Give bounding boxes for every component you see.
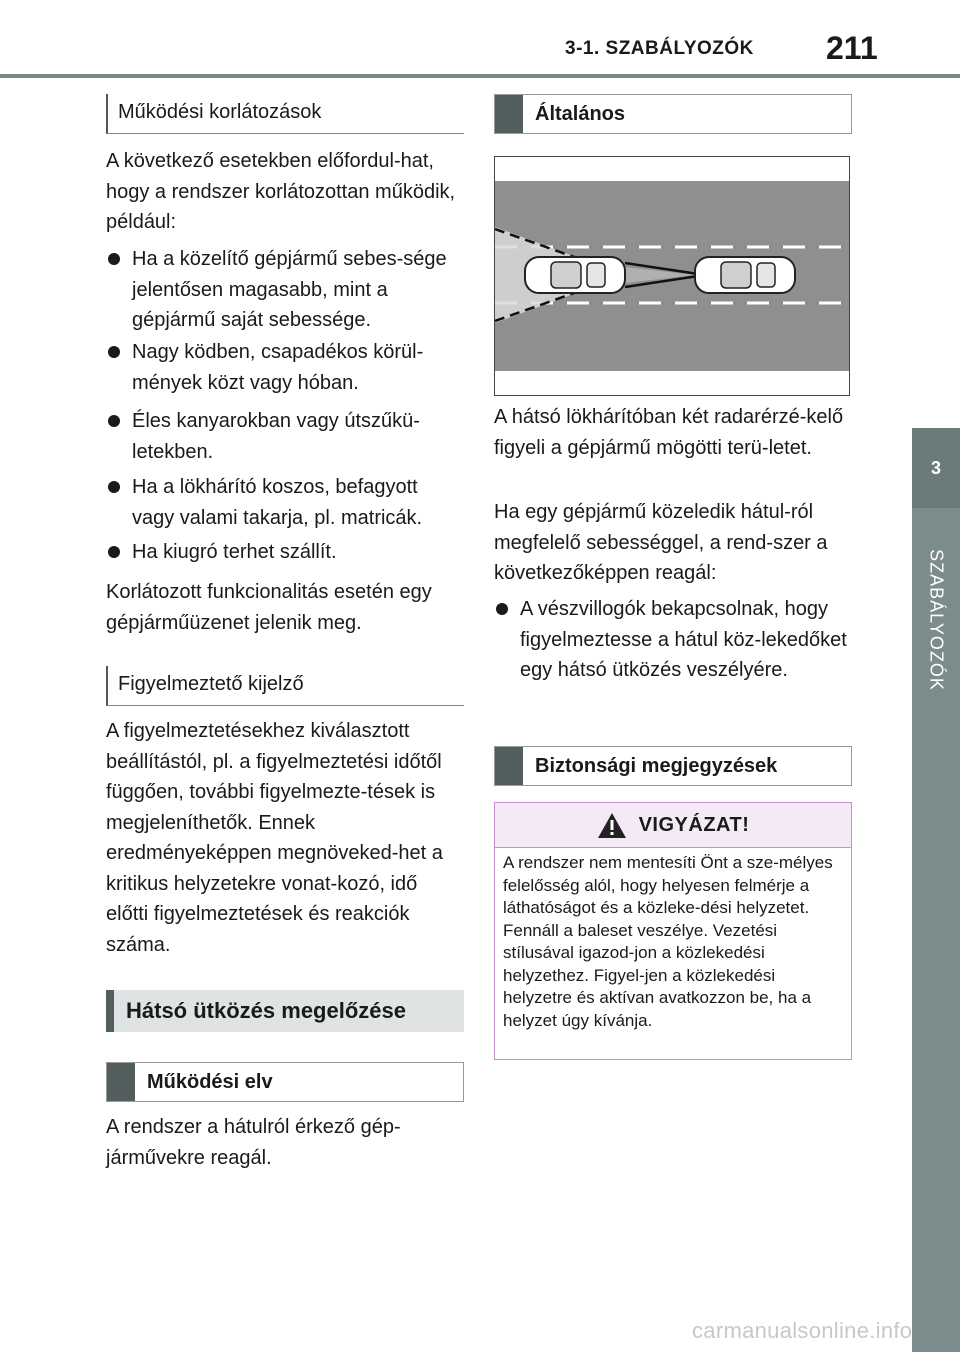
chapter-tab-number: 3	[912, 428, 960, 508]
heading-warning-display: Figyelmeztető kijelző	[106, 666, 464, 706]
display-text: A figyelmeztetésekhez kiválasztott beállítástól, pl. a figyelmeztetési időtől függően, további figyelmezte-tések is megjeleníthetők. Ennek eredményeképpen megnöveked-het a kritikus helyzetekre vonat-kozó, idő előtti figyelmeztetések és reakciók száma.	[106, 720, 443, 956]
warning-triangle-icon	[597, 812, 627, 839]
heading-mark	[107, 1063, 135, 1101]
heading-rear-collision	[106, 990, 464, 1032]
approaching-car	[525, 257, 625, 293]
heading-general	[494, 94, 852, 134]
bullet-dot	[108, 481, 120, 493]
heading-operating-limits: Működési korlátozások	[106, 94, 464, 134]
bullet-text: Nagy ködben, csapadékos körül-mények közt vagy hóban.	[132, 341, 424, 394]
heading-mark	[495, 747, 523, 785]
radar-diagram	[495, 157, 849, 395]
heading-text: Működési elv	[147, 1070, 273, 1093]
radar-illustration	[494, 156, 850, 396]
bullet-text: Éles kanyarokban vagy útszűkü-letekben.	[132, 410, 420, 463]
warning-title: VIGYÁZAT!	[638, 813, 750, 836]
limits-bullet	[106, 337, 462, 398]
warning-text: A rendszer nem mentesíti Önt a sze-mélyes felelősség alól, hogy helyesen felmérje a láthatóságot és a közleke-dési helyzetet. Fennáll a baleset veszélye. Vezetési stílusával igazod-jon a közlekedési helyzethez. Figyel-jen a közlekedési helyzetre és aktívan avatkozzon be, ha a helyzet úgy kívánja.	[503, 853, 833, 1030]
general-text-2: Ha egy gépjármű közeledik hátul-ról megfelelő sebességgel, a rend-szer a következőképpen reagál:	[494, 501, 828, 584]
heading-safety-notes	[494, 746, 852, 786]
bullet-text: Ha a lökhárító koszos, befagyott vagy valami takarja, pl. matricák.	[132, 476, 423, 529]
limits-bullet	[106, 472, 462, 533]
page-number: 211	[826, 30, 878, 66]
general-text-1: A hátsó lökhárítóban két radarérzé-kelő figyeli a gépjármű mögötti terü-letet.	[494, 406, 844, 459]
heading-mark	[106, 990, 114, 1032]
heading-text: Hátsó ütközés megelőzése	[126, 998, 406, 1023]
chapter-tab-label: SZABÁLYOZÓK	[926, 549, 947, 691]
limits-bullet	[106, 406, 462, 467]
limits-bullet	[106, 244, 462, 336]
heading-mark	[495, 95, 523, 133]
warning-header	[495, 803, 851, 848]
limits-outro: Korlátozott funkcionalitás esetén egy gépjárműüzenet jelenik meg.	[106, 581, 432, 634]
bullet-dot	[108, 346, 120, 358]
heading-text: Biztonsági megjegyzések	[535, 754, 778, 777]
heading-operating-principle	[106, 1062, 464, 1102]
principle-text: A rendszer a hátulról érkező gép-járművekre reagál.	[106, 1116, 401, 1169]
header-rule	[0, 74, 960, 78]
bullet-dot	[496, 603, 508, 615]
bullet-dot	[108, 546, 120, 558]
bullet-text: Ha a közelítő gépjármű sebes-sége jelentősen magasabb, mint a gépjármű saját sebessége.	[132, 248, 447, 331]
bullet-dot	[108, 253, 120, 265]
bullet-dot	[108, 415, 120, 427]
own-car	[695, 257, 795, 293]
limits-intro: A következő esetekben előfordul-hat, hogy a rendszer korlátozottan működik, például:	[106, 150, 456, 233]
bullet-text: A vészvillogók bekapcsolnak, hogy figyelmeztesse a hátul köz-lekedőket egy hátsó ütközés veszélyére.	[520, 598, 847, 681]
watermark: carmanualsonline.info	[692, 1318, 913, 1343]
warning-box	[494, 802, 852, 1060]
bullet-text: Ha kiugró terhet szállít.	[132, 541, 337, 563]
general-bullet	[494, 594, 850, 686]
heading-text: Általános	[535, 102, 626, 125]
running-header: 3-1. SZABÁLYOZÓK	[565, 38, 754, 59]
limits-bullet	[106, 537, 462, 568]
